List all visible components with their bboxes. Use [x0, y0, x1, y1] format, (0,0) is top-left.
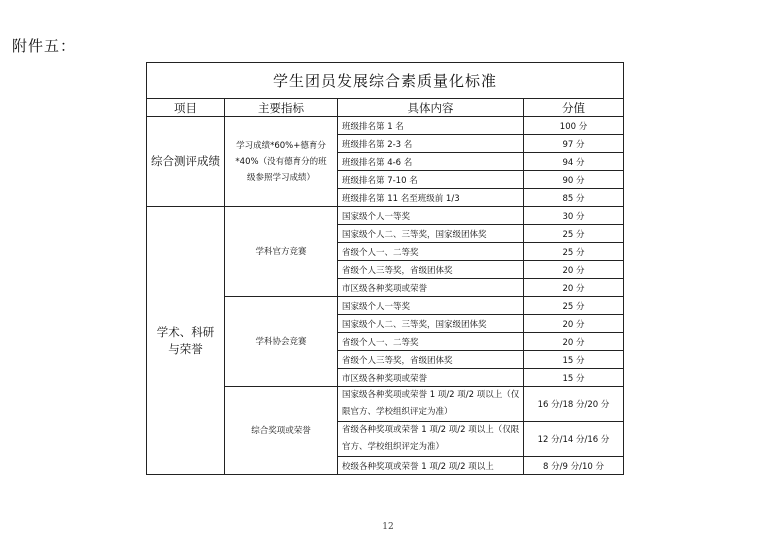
- table-cell-score: 20 分: [524, 315, 624, 333]
- table-cell-score: 25 分: [524, 243, 624, 261]
- table-cell-score: 16 分/18 分/20 分: [524, 387, 624, 422]
- table-cell-score: 25 分: [524, 297, 624, 315]
- indicator-association-competitions: 学科协会竞赛: [225, 297, 338, 387]
- table-cell-content: 班级排名第 11 名至班级前 1/3: [338, 189, 524, 207]
- table-cell-score: 85 分: [524, 189, 624, 207]
- table-cell-score: 25 分: [524, 225, 624, 243]
- indicator-official-competitions: 学科官方竞赛: [225, 207, 338, 297]
- table-cell-content: 班级排名第 4-6 名: [338, 153, 524, 171]
- table-cell-score: 94 分: [524, 153, 624, 171]
- table-cell-content: 班级排名第 7-10 名: [338, 171, 524, 189]
- header-score: 分值: [524, 99, 624, 117]
- table-cell-content: 班级排名第 1 名: [338, 117, 524, 135]
- header-content: 具体内容: [338, 99, 524, 117]
- annex-label: 附件五：: [12, 37, 77, 55]
- quality-standards-table: [146, 62, 624, 475]
- table-cell-content: 市区级各种奖项或荣誉: [338, 369, 524, 387]
- table-cell-score: 8 分/9 分/10 分: [524, 457, 624, 475]
- page-number: 12: [382, 522, 394, 532]
- table-cell-score: 90 分: [524, 171, 624, 189]
- header-item: 项目: [147, 99, 225, 117]
- indicator-academic-moral: 学习成绩*60%+德育分*40%（没有德育分的班级参照学习成绩）: [225, 117, 338, 207]
- item-academic-research-honors: 学术、科研与荣誉: [147, 207, 225, 475]
- table-cell-score: 100 分: [524, 117, 624, 135]
- table-cell-score: 15 分: [524, 351, 624, 369]
- table-cell-content: 省级个人三等奖，省级团体奖: [338, 351, 524, 369]
- standards-table-container: [146, 62, 623, 475]
- indicator-comprehensive-honors: 综合奖项或荣誉: [225, 387, 338, 475]
- table-cell-content: 国家级个人二、三等奖，国家级团体奖: [338, 225, 524, 243]
- table-cell-content: 国家级个人一等奖: [338, 297, 524, 315]
- table-cell-content: 班级排名第 2-3 名: [338, 135, 524, 153]
- table-cell-score: 97 分: [524, 135, 624, 153]
- table-cell-score: 12 分/14 分/16 分: [524, 422, 624, 457]
- table-cell-content: 国家级个人一等奖: [338, 207, 524, 225]
- table-cell-score: 20 分: [524, 333, 624, 351]
- item-comprehensive-score: 综合测评成绩: [147, 117, 225, 207]
- table-cell-score: 15 分: [524, 369, 624, 387]
- header-indicator: 主要指标: [225, 99, 338, 117]
- table-title: 学生团员发展综合素质量化标准: [147, 63, 624, 99]
- table-cell-content: 省级个人一、二等奖: [338, 243, 524, 261]
- table-cell-content: 市区级各种奖项或荣誉: [338, 279, 524, 297]
- table-cell-score: 20 分: [524, 279, 624, 297]
- table-cell-content: 校级各种奖项或荣誉 1 项/2 项/2 项以上: [338, 457, 524, 475]
- table-cell-score: 20 分: [524, 261, 624, 279]
- table-cell-score: 30 分: [524, 207, 624, 225]
- table-cell-content: 省级各种奖项或荣誉 1 项/2 项/2 项以上（仅限官方、学校组织评定为准）: [338, 422, 524, 457]
- table-cell-content: 省级个人一、二等奖: [338, 333, 524, 351]
- table-cell-content: 国家级各种奖项或荣誉 1 项/2 项/2 项以上（仅限官方、学校组织评定为准）: [338, 387, 524, 422]
- table-cell-content: 国家级个人二、三等奖，国家级团体奖: [338, 315, 524, 333]
- table-cell-content: 省级个人三等奖，省级团体奖: [338, 261, 524, 279]
